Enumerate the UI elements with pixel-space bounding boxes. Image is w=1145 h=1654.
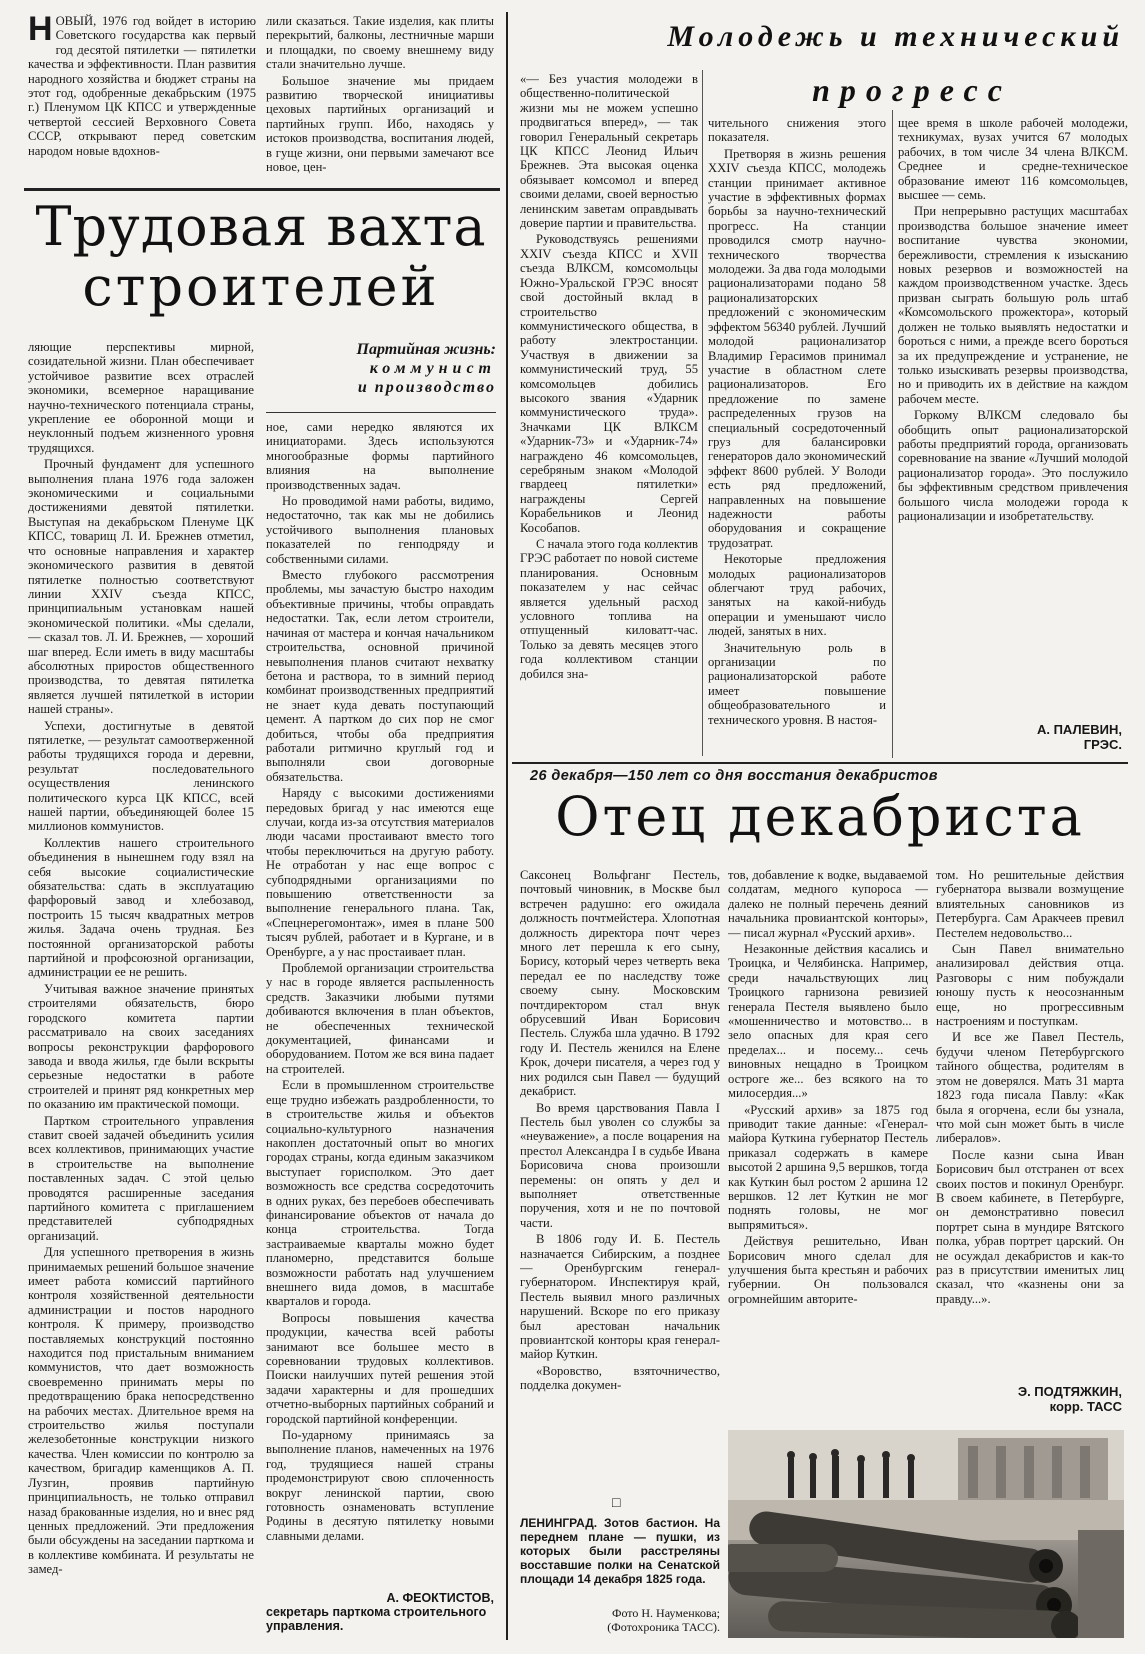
main-article-column-1	[28, 340, 254, 1636]
youth-divider-1	[702, 70, 703, 756]
paragraph: Руководствуясь решениями XXIV съезда КПСС и XVII съезда ВЛКСМ, комсомольцы Южно-Уральской ГРЭС вносят свой достойный вклад в строительство коммунистического общества, в работу электростанции. Участвуя в движении за коммунистический труд, 55 комсомольцев добились высокого звания «Ударник коммунистического труда». Значками ЦК ВЛКСМ «Ударник-73» и «Ударник-74» награждено 46 комсомольцев, серебряным знаком «Молодой гвардеец пятилетки» награждены Сергей Корабельников и Леонид Кособапов.	[520, 232, 698, 535]
paragraph: тов, добавление к водке, выдаваемой солдатам, медного купороса — далеко не полный перечень деяний начальника провиантской конторы», — писал журнал «Русский архив».	[728, 868, 928, 940]
paragraph: Некоторые предложения молодых рационализаторов облегчают труд рабочих, занятых на какой-нибудь операции и уменьшают число людей, занятых в них.	[708, 552, 886, 639]
paragraph: Партком строительного управления ставит своей задачей объединить усилия всех коллективов, принимающих участие в строительстве на выполнение поставленных задач. С этой целью проводятся расширенные заседания партийного комитета с приглашением представителей субподрядных организаций.	[28, 1113, 254, 1243]
paragraph: «Воровство, взяточничество, подделка докумен-	[520, 1363, 720, 1393]
main-signature-name: А. ФЕОКТИСТОВ,	[386, 1591, 494, 1605]
paragraph: ляющие перспективы мирной, созидательной жизни. План обеспечивает устойчивое развитие всех отраслей экономики, всемерное наращивание научно-технического потенциала страны, укрепление ее оборонной мощи и неуклонный подъем жизненного уровня трудящихся.	[28, 340, 254, 455]
paragraph: После казни сына Иван Борисович был отстранен от всех своих постов и покинул Оренбург. В своем кабинете, в Петербурге, он демонстративно повесил портрет сына в мундире Вятского полка, убрав портрет царский. Он не осуждал декабристов и как-то раз в присутствии именитых лиц сказал, что «казнены они за правду...».	[936, 1147, 1124, 1306]
paragraph: И все же Павел Пестель, будучи членом Петербургского тайного общества, родителям в этом не доверялся. Мать 31 марта 1823 года писала Павлу: «Как была я огорчена, если бы узнала, что мой сын может быть в числе либералов».	[936, 1030, 1124, 1146]
paragraph: Во время царствования Павла I Пестель был уволен со службы за «неуважение», а после воцарения на престол Александра I в судьбе Ивана Борисовича снова произошли перемены: он опять у дел и выполняет ответственные поручения, хотя и не по почтовой части.	[520, 1100, 720, 1230]
paragraph: При непрерывно растущих масштабах производства большое значение имеет воспитание чувства экономии, бережливости, стремления к изысканию новых резервов и возможностей на каждом производственном участке. Здесь призван сыграть большую роль штаб «Комсомольского прожектора», который должен не только выявлять недостатки и бороться с ними, а прежде всего бороться за их предупреждение и устранение, не только изыскивать резервы производства, но и приводить их в действие на каждом рабочем месте.	[898, 204, 1128, 406]
rubric-party-life	[266, 340, 496, 397]
decembrist-column-2	[728, 868, 928, 1420]
decembrist-top-rule	[512, 762, 1128, 764]
decembrist-signature-role: корр. ТАСС	[1049, 1399, 1122, 1414]
paragraph: Но проводимой нами работы, видимо, недостаточно, так как мы не добились устойчивого выполнения плановых показателей по генподряду и собственными силами.	[266, 494, 494, 566]
top-divider	[24, 188, 500, 191]
paragraph: Учитывая важное значение принятых строителями обязательств, бюро городского комитета партии рассматривало на своих заседаниях вопросы реконструкции фарфорового завода и ввода жилья, где были вскрыты серьезные недостатки в работе строителей и принят ряд конкретных мер по оказанию им практической помощи.	[28, 981, 254, 1112]
intro-column-1	[28, 14, 256, 177]
rubric-line-3: и производство	[357, 379, 496, 396]
youth-column-1	[520, 72, 698, 756]
rubric-line-2: коммунист	[369, 360, 496, 377]
intro-text-2a: лили сказаться. Такие изделия, как плиты перекрытий, балконы, лестничные марши и площадки, по своему внешнему виду стали значительно лучше.	[266, 14, 494, 72]
rubric-line-1: Партийная жизнь:	[356, 341, 496, 358]
decembrist-signature	[936, 1384, 1122, 1414]
paragraph: Саксонец Вольфганг Пестель, почтовый чиновник, в Москве был встречен радушно: его ожидала должность почтмейстера. Хлопотная должность директора почт через много лет перешла к его сыну, Борису, который через четверть века передал ее по наследству тоже своему сыну. Московским почтдиректором стал внук обрусевший Иван Борисович Пестель. Служба шла удачно. В 1792 году И. Пестель женился на Елене Крок, дочери писателя, а через год у них родился сын Павел — будущий декабрист.	[520, 868, 720, 1099]
intro-text-1: ОВЫЙ, 1976 год войдет в историю Советского государства как первый год десятой пятилетки — пятилетки качества и эффективности. План развития народного хозяйства и бюджет страны на этот год, одобренные декабрьским (1975 г.) Пленумом ЦК КПСС и утвержденные четвертой сессией Верховного Совета СССР, открывают перед советским народом новые вдохнов-	[28, 14, 256, 158]
headline-line-1: Трудовая вахта	[35, 195, 487, 258]
paragraph: щее время в школе рабочей молодежи, техникумах, вузах учится 67 молодых рабочих, в том числе 34 члена ВЛКСМ. Среднее и средне-техническое образование имеют 116 комсомольцев, высшее — семь.	[898, 116, 1128, 203]
main-signature	[266, 1591, 494, 1633]
paragraph: Незаконные действия касались и Троицка, и Челябинска. Например, среди начальствующих лиц Троицкого гарнизона ревизией генерала Пестеля выявлено было «мошенничество и мотовство... в зело опасных для края сего пределах... и посему... сечь виновных нещадно в Троицком остроге же... без всякого на то милосердия...»	[728, 942, 928, 1101]
paragraph: С начала этого года коллектив ГРЭС работает по новой системе планирования. Основным показателем у нас сейчас является удельный расход условного топлива на отпущенный киловатт-час. Только за девять месяцев этого года коллективом станции добился зна-	[520, 537, 698, 681]
headline-line-2: строителей	[82, 255, 440, 318]
paragraph: Прочный фундамент для успешного выполнения плана 1976 года заложен экономическими и социальными достижениями девятой пятилетки. Выступая на декабрьском Пленуме ЦК КПСС, товарищ Л. И. Брежнев отметил, что основные направления и характер экономического развития в девятой пятилетке полностью соответствуют линии XXIV съезда КПСС, принципиальным установкам нашей экономической политики. «Мы сделали, — сказал тов. Л. И. Брежнев, — хороший шаг вперед. Если иметь в виду масштабы абсолютных приростов общественного производства, то девятая пятилетка является лучшей пятилеткой в истории нашей страны».	[28, 457, 254, 717]
center-column-rule	[506, 12, 508, 1640]
youth-kicker-line-1: Молодежь и технический	[667, 20, 1124, 53]
paragraph: том. Но решительные действия губернатора вызвали возмущение влиятельных сановников из Петербурга. Сам Аракчеев превил Пестелем недовольство...	[936, 868, 1124, 940]
youth-divider-2	[892, 110, 893, 758]
drop-cap: Н	[28, 14, 53, 48]
youth-column-2	[708, 116, 886, 756]
main-headline	[22, 195, 500, 318]
main-signature-role: секретарь парткома строительного управления.	[266, 1605, 487, 1633]
photo-caption	[520, 1516, 720, 1586]
paragraph: Вопросы повышения качества продукции, качества всей работы занимают все большее место в соревновании трудовых коллективов. Поиски наилучших путей решения этой задачи характерны и для прошедших отчетно-выборных партийных собраний и городской партийной конференции.	[266, 1310, 494, 1426]
paragraph: Для успешного претворения в жизнь принимаемых решений большое значение имеет работа комиссий партийного контроля хозяйственной деятельности администрации и постов народного контроля. К примеру, производство поставляемых конструкций постоянно находится под пристальным вниманием коммунистов, что дает возможность своевременно принимать меры по предотвращению брака непосредственно на рабочих местах. Длительное время на строительство жилья поступали железобетонные конструкции низкого качества. Член комиссии по контролю за качеством, бригадир каменщиков А. П. Лузгин, проявив партийную принципиальность, не только отправил назад бракованные изделия, но и внес ряд ценных предложений. Эти предложения были обсуждены на заседании парткома и в коллективе комбината. И результаты не замед-	[28, 1245, 254, 1577]
youth-column-3	[898, 116, 1128, 722]
photo-credit-line-2: (Фотохроника ТАСС).	[607, 1620, 720, 1634]
photo-credit-line-1: Фото Н. Науменкова;	[611, 1606, 720, 1620]
intro-column-2	[266, 14, 494, 177]
decembrist-column-1	[520, 868, 720, 1512]
decembrist-signature-name: Э. ПОДТЯЖКИН,	[1017, 1384, 1122, 1399]
rubric-underline	[266, 412, 496, 413]
paragraph: По-ударному принимаясь за выполнение планов, намеченных на 1976 год, трудящиеся нашей страны продемонстрируют свою сплоченность вокруг ленинской партии, свою готовность ознаменовать вступление Родины в десятую пятилетку новыми славными делами.	[266, 1428, 494, 1543]
paragraph: Коллектив нашего строительного объединения в нынешнем году взял на себя высокие социалистические обязательства: сдать в эксплуатацию фарфоровый завод и хлебозавод, построить 15 тысяч квадратных метров жилья. Задача очень трудная. Без постоянной организаторской работы партийной и профсоюзной организации, администрации ее не решить.	[28, 835, 254, 980]
caption-square-icon: □	[612, 1496, 621, 1511]
decembrist-rubric: 26 декабря—150 лет со дня восстания декабристов	[530, 768, 938, 784]
cannons-photo-graphic	[728, 1430, 1124, 1638]
cannons-photo	[728, 1430, 1124, 1638]
paragraph: чительного снижения этого показателя.	[708, 116, 886, 145]
paragraph: Вместо глубокого рассмотрения проблемы, мы зачастую быстро находим объективные причины, чтобы оправдать недостатки. Так, если летом строители, начиная от мастера и кончая начальником строительства, основной причиной невыполнения планов считают нехватку бетона и раствора, то в зимний период комбинат производственных предприятий не знает куда девать поступающий цемент. А партком до сих пор не смог добиться, чтобы оба предприятия работали ритмично круглый год и выполняли свои договорные обязательства.	[266, 568, 494, 784]
paragraph: Наряду с высокими достижениями передовых бригад у нас имеются еще случаи, когда из-за отсутствия материалов люди часами простаивают вместо того чтобы переключиться на другую работу. Не отработан у нас еще вопрос с субподрядными организациями по повышению ответственности за выполнение генерального плана. Так, «Спецнерегомонтаж», имея в плане 500 тысяч рублей, работает и в Кургане, и в Оренбурге, а у нас простаивает план.	[266, 786, 494, 959]
paragraph: Претворяя в жизнь решения XXIV съезда КПСС, молодежь станции принимает активное участие в эффективных формах борьбы за научно-технический прогресс. На станции проводился смотр научно-технического творчества молодежи. За два года молодыми рационализаторами подано 58 рационализаторских предложений с экономическим эффектом 56340 рублей. Лучший молодой рационализатор Владимир Герасимов принимал участие в областном слете рационализаторов. Его предложение по замене распределенных грузов на специальный сосредоточенный груз для балансировки генераторов дало экономический эффект 8600 рублей. У Володи есть ряд предложений, направленных на повышение надежности работы оборудования и сокращение трудозатрат.	[708, 146, 886, 550]
youth-signature-name: А. ПАЛЕВИН,	[1036, 722, 1122, 737]
youth-signature	[898, 722, 1122, 752]
paragraph: Действуя решительно, Иван Борисович много сделал для улучшения быта крестьян и рабочих губернии. Он пользовался огромнейшим авторите-	[728, 1234, 928, 1306]
paragraph: Успехи, достигнутые в девятой пятилетке, — результат самоотверженной работы трудящихся города и деревни, результат последовательного осуществления ленинского политического курса ЦК КПСС, всей нашей партии, объединяющей более 15 миллионов коммунистов.	[28, 718, 254, 834]
paragraph: Проблемой организации строительства у нас в городе является распыленность средств. Заказчики любыми путями добиваются включения в план объектов, не обеспеченных технической документацией, финансами и оборудованием. Потом же вся вина падает на строителей.	[266, 961, 494, 1076]
paragraph: Значительную роль в организации по рационализаторской работе имеет повышение общеобразовательного и технического уровня. В настоя-	[708, 640, 886, 727]
decembrist-column-3	[936, 868, 1124, 1378]
paragraph: В 1806 году И. Б. Пестель назначается Сибирским, а позднее — Оренбургским генерал-губернатором. Инспектируя край, Пестель выявил много различных нарушений. Вскоре по его приказу был арестован начальник провиантской конторы края генерал-майор Куткин.	[520, 1232, 720, 1362]
youth-kicker-line-2: прогресс	[812, 72, 1012, 108]
intro-text-2b: Большое значение мы придаем развитию творческой инициативы цеховых партийных организаций и партийных групп. Ибо, находясь у истоков производства, воспитания людей, в гуще жизни, они первыми замечают все новое, цен-	[266, 73, 494, 175]
paragraph: «Русский архив» за 1875 год приводит такие данные: «Генерал-майора Куткина губернатор Пестель приказал содержать в камере высотой 2 аршина 9,5 вершков, тогда как Куткин был ростом 2 аршина 12 вершков. 12 лет Куткин не мог поднять головы, не мог выпрямиться».	[728, 1102, 928, 1232]
main-article-column-2	[266, 420, 494, 1580]
photo-credit	[520, 1606, 720, 1634]
paragraph: Сын Павел внимательно анализировал действия отца. Разговоры с ним побуждали юношу пусть к неосознанным еще, но прогрессивным настроениям и поступкам.	[936, 942, 1124, 1029]
paragraph: Горкому ВЛКСМ следовало бы обобщить опыт рационализаторской работы предприятий города, организовать соревнование на звание «Лучший молодой рационализатор города». Это послужило бы эффективным средством привлечения большого числа молодежи города к рационализации и изобретательству.	[898, 408, 1128, 523]
youth-signature-role: ГРЭС.	[1083, 737, 1122, 752]
paragraph: ное, сами нередко являются их инициаторами. Здесь используются многообразные формы партийного влияния на выполнение производственных задач.	[266, 420, 494, 492]
paragraph: «— Без участия молодежи в общественно-политической жизни мы не можем успешно продвигаться вперед», — так говорил Генеральный секретарь ЦК КПСС Леонид Ильич Брежнев. Эта высокая оценка обязывает комсомол и вперед своими делами, своей верностью ленинским заветам оправдывать доверие партии и правительства.	[520, 72, 698, 231]
photo-caption-text: ЛЕНИНГРАД. Зотов бастион. На переднем плане — пушки, из которых были расстреляны восставшие полки на Сенатской площади 14 декабря 1825 года.	[520, 1516, 720, 1586]
decembrist-headline: Отец декабриста	[555, 785, 1085, 848]
paragraph: Если в промышленном строительстве еще трудно избежать раздробленности, то в строительстве жилья и объектов социально-культурного назначения накоплен достаточный опыт во многих городах страны, когда единым заказчиком выступает горисполком. Это дает возможность все средства сосредоточить в одних руках, без перебоев обеспечивать финансирование объектов от начала до конца строительства. Тогда застраиваемые кварталы можно будет планомерно, представится больше возможности работать над улучшением внешнего вида домов, в масштабе кварталов и города.	[266, 1078, 494, 1309]
